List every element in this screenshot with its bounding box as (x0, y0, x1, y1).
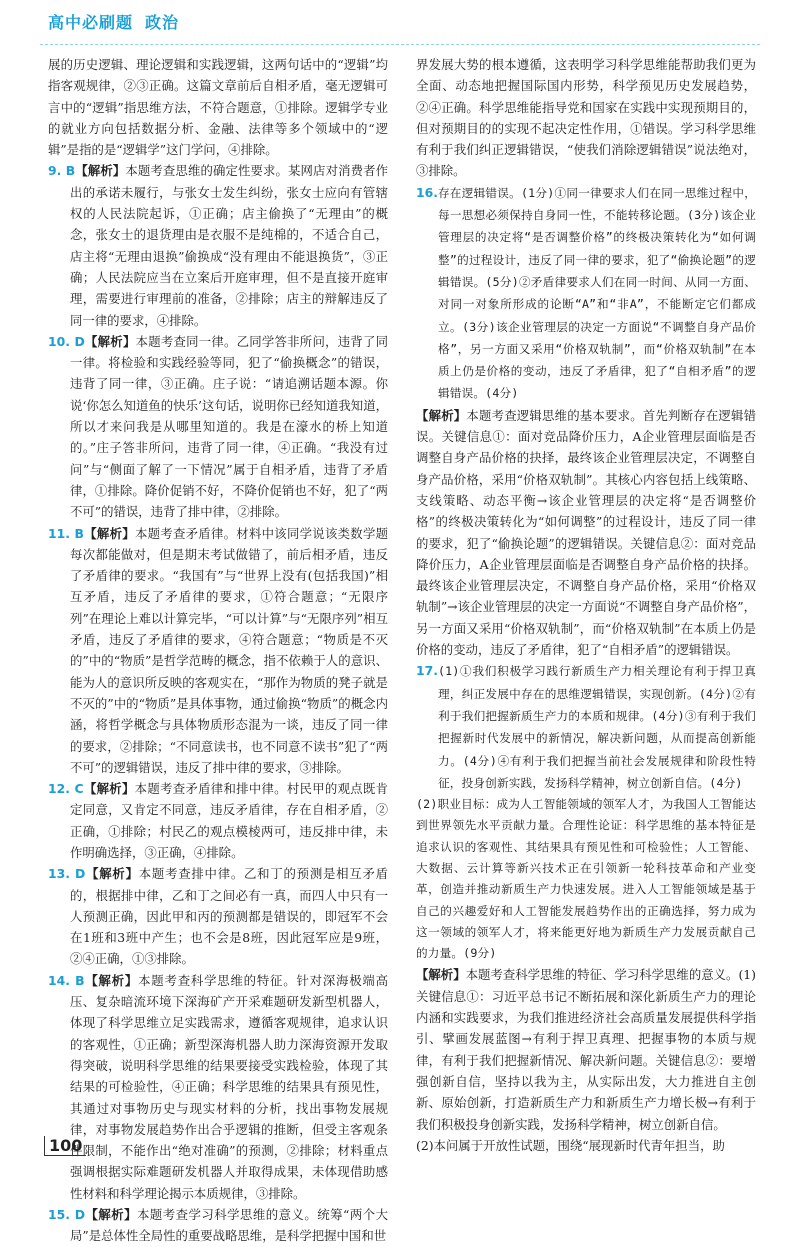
answer-number: 15. D (48, 1207, 86, 1223)
analysis-17 (416, 964, 756, 1134)
answer-item-16 (416, 182, 756, 405)
answer-number: 16. (416, 184, 438, 200)
answer-text: 本题考查学习科学思维的意义。统筹“两个大局”是总体性全局性的重要战略思维，是科学把握中国和世 (70, 1207, 388, 1244)
answer-item-11 (48, 523, 388, 779)
analysis-tag: 【解析】 (85, 866, 139, 882)
answer-item-14 (48, 970, 388, 1204)
analysis-tag: 【解析】 (85, 1207, 138, 1223)
answer-item-9 (48, 160, 388, 330)
answer-number: 11. B (48, 525, 84, 541)
analysis-tag: 【解析】 (84, 333, 136, 349)
answer-text: 本题考查思维的确定性要求。某网店对消费者作出的承诺未履行，与张女士发生纠纷，张女士应向有管辖权的人民法院起诉，①正确；店主偷换了“无理由”的概念，张女士的退货理由是衣服不是纯棉的，不适合自己，店主将“无理由退换”偷换成“没有理由不能退换货”，③正确；人民法院应当在立案后开庭审理，但不是直接开庭审理，需要进行审理前的准备，②排除；店主的辩解违反了同一律的要求，④排除。 (70, 163, 389, 328)
reference-answer-part2: (2)职业目标：成为人工智能领域的领军人才，为我国人工智能达到世界领先水平贡献力量。合理性论证：科学思维的基本特征是追求认识的客观性、其结果具有预见性和可检验性；人工智能、大数据、云计算等新兴技术正在引领新一轮科技革命和产业变革，创造并推动新质生产力快速发展。进入人工智能领域是基于自己的兴趣爱好和人工智能发展趋势作出的正确选择，努力成为这一领域的领军人才，将来能更好地为新质生产力发展贡献自己的力量。(9分) (416, 797, 756, 961)
subject-title: 政治 (145, 13, 180, 32)
answer-text: 本题考查科学思维的特征。针对深海极端高压、复杂暗流环境下深海矿产开采难题研发新型机器人，体现了科学思维立足实践需求，遵循客观规律，追求认识的客观性，①正确；新型深海机器人助力深海资源开发取得突破，说明科学思维的结果要接受实践检验，体现了其结果的可检验性，④正确；科学思维的结果具有预见性，其通过对事物历史与现实材料的分析，找出事物发展规律，对事物发展趋势作出合乎逻辑的推断，但受主客观条件限制，不能作出“绝对准确”的预测，②排除；材料重点强调根据实际难题研发机器人并取得成果，未体现借助感性材料和科学理论揭示本质规律，③排除。 (70, 972, 389, 1201)
book-title: 高中必刷题 (48, 13, 134, 32)
answer-item-17 (416, 660, 756, 794)
q8-continuation: 展的历史逻辑、理论逻辑和实践逻辑，这两句话中的“逻辑”均指客观规律，②③正确。这篇文章前后自相矛盾，毫无逻辑可言中的“逻辑”指思维方法，不符合题意，①排除。逻辑学专业的就业方向包括数据分析、金融、法律等多个领域中的“逻辑”是指的是“逻辑学”这门学问，④排除。 (48, 57, 388, 158)
reference-answer-part1: (1)①我们积极学习践行新质生产力相关理论有利于捍卫真理，纠正发展中存在的思维逻辑错误，实现创新。(4分)②有利于我们把握新质生产力的本质和规律。(4分)③有利于我们把握新时代发展中的新情况，解决新问题，从而提高创新能力。(4分)④有利于我们把握当前社会发展规律和阶段性特征，投身创新实践，发扬科学精神，树立创新自信。(4分) (437, 664, 756, 790)
analysis-tag: 【解析】 (75, 163, 126, 179)
answer-text: 本题考查矛盾律和排中律。村民甲的观点既肯定同意，又肯定不同意，违反矛盾律，存在自相矛盾，②正确，①排除；村民乙的观点模棱两可，违反排中律，未作明确选择，③正确，④排除。 (70, 781, 389, 860)
answer-number: 14. B (48, 972, 85, 988)
analysis-17-tail: (2)本问属于开放性试题，围绕“展现新时代青年担当，助 (416, 1137, 725, 1153)
answer-number: 12. C (48, 781, 84, 797)
analysis-tag: 【解析】 (83, 525, 135, 541)
analysis-text: 本题考查科学思维的特征、学习科学思维的意义。(1)关键信息①：习近平总书记不断拓展和深化新质生产力的理论内涵和实践要求，为我们推进经济社会高质量发展提供科学指引、擘画发展蓝图→有利于捍卫真理、把握事物的本质与规律，有利于我们把握新情况、解决新问题。关键信息②：要增强创新自信，坚持以我为主，从实际出发，大力推进自主创新、原始创新，打造新质生产力和新质生产力增长极→有利于我们积极投身创新实践，发扬科学精神，树立创新自信。 (416, 967, 756, 1132)
answer-text: 本题考查排中律。乙和丁的预测是相互矛盾的，根据排中律，乙和丁之间必有一真，而四人中只有一人预测正确，因此甲和丙的预测都是错误的，即冠军不会在1班和3班中产生；也不会是8班，因此冠军应是9班，②④正确，①③排除。 (70, 866, 389, 967)
left-column (48, 54, 388, 1247)
reference-answer: 存在逻辑错误。(1分)①同一律要求人们在同一思维过程中，每一思想必须保持自身同一性，不能转移论题。(3分)该企业管理层的决定将“是否调整价格”的终极决策转化为“如何调整”的过程设计，违反了同一律的要求，犯了“偷换论题”的逻辑错误。(5分)②矛盾律要求人们在同一时间、从同一方面、对同一对象所形成的论断“A”和“非A”，不能断定它们都成立。(3分)该企业管理层的决定一方面说“不调整自身产品价格”，另一方面又采用“价格双轨制”，而“价格双轨制”在本质上仍是价格的变动，违反了矛盾律，犯了“自相矛盾”的逻辑错误。(4分) (437, 185, 756, 401)
answer-text: 本题考查同一律。乙同学答非所问，违背了同一律。将检验和实践经验等同，犯了“偷换概念”的错误，违背了同一律，③正确。庄子说：“请追溯话题本源。你说‘你怎么知道鱼的快乐’这句话，说明你已经知道我知道，所以才来问我是从哪里知道的。我是在濠水的桥上知道的。”庄子答非所问，违背了同一律，④正确。“我没有过问”与“侧面了解了一下情况”属于自相矛盾，违背了矛盾律，①排除。降价促销不好，不降价促销也不好，犯了“两不可”的错误，违背了排中律，②排除。 (70, 333, 388, 520)
right-column (416, 54, 756, 1156)
analysis-16 (416, 405, 756, 661)
answer-item-15 (48, 1204, 388, 1247)
page-number: 100 (44, 1136, 86, 1156)
answer-item-10 (48, 331, 388, 523)
analysis-tag: 【解析】 (416, 967, 466, 983)
answer-number: 9. B (48, 163, 76, 179)
page-header (48, 10, 179, 33)
analysis-tag: 【解析】 (83, 781, 135, 797)
header-divider (40, 44, 760, 45)
analysis-text: 本题考查逻辑思维的基本要求。首先判断存在逻辑错误。关键信息①：面对竞品降价压力，A企业管理层面临是否调整自身产品价格的抉择，最终该企业管理层决定，不调整自身产品价格，采用“价格双轨制”。其核心内容包括上线策略、支线策略、动态平衡→该企业管理层的决定将“是否调整价格”的终极决策转化为“如何调整”的过程设计，违反了同一律的要求，犯了“偷换论题”的逻辑错误。关键信息②：面对竞品降价压力，A企业管理层面临是否调整自身产品价格的抉择。最终该企业管理层决定，不调整自身产品价格，采用“价格双轨制”→该企业管理层的决定一方面说“不调整自身产品价格”，另一方面又采用“价格双轨制”，而“价格双轨制”在本质上仍是价格的变动，违反了矛盾律，犯了“自相矛盾”的逻辑错误。 (416, 407, 757, 658)
answer-number: 10. D (48, 333, 85, 349)
answer-number: 17. (416, 663, 438, 679)
answer-number: 13. D (48, 866, 86, 882)
answer-item-13 (48, 863, 388, 969)
answer-text: 本题考查矛盾律。材料中该同学说该类数学题每次都能做对，但是期末考试做错了，前后相矛盾，违反了矛盾律的要求。“我国有”与“世界上没有(包括我国)”相互矛盾，违反了矛盾律的要求，①符合题意；“无限序列”在理论上难以计算完毕，“可以计算”与“无限序列”相互矛盾，违反了矛盾律的要求，④符合题意；“物质是不灭的”中的“物质”是哲学范畴的概念，指不依赖于人的意识、能为人的意识所反映的客观实在，“那作为物质的凳子就是不灭的”中的“物质”是具体事物，通过偷换“物质”的概念内涵，将哲学概念与具体物质形态混为一谈，违反了同一律的要求，②排除；“不同意读书，也不同意不读书”犯了“两不可”的逻辑错误，违反了排中律的要求，③排除。 (70, 525, 388, 775)
analysis-tag: 【解析】 (84, 972, 139, 988)
q15-continuation: 界发展大势的根本遵循，这表明学习科学思维能帮助我们更为全面、动态地把握国际国内形势，科学预见历史发展趋势，②④正确。科学思维能指导党和国家在实践中实现预期目的，但对预期目的的实现不起决定性作用，①错误。学习科学思维有利于我们纠正逻辑错误，“使我们消除逻辑错误”说法绝对，③排除。 (416, 57, 756, 179)
answer-item-12 (48, 778, 388, 863)
analysis-tag: 【解析】 (416, 407, 467, 423)
